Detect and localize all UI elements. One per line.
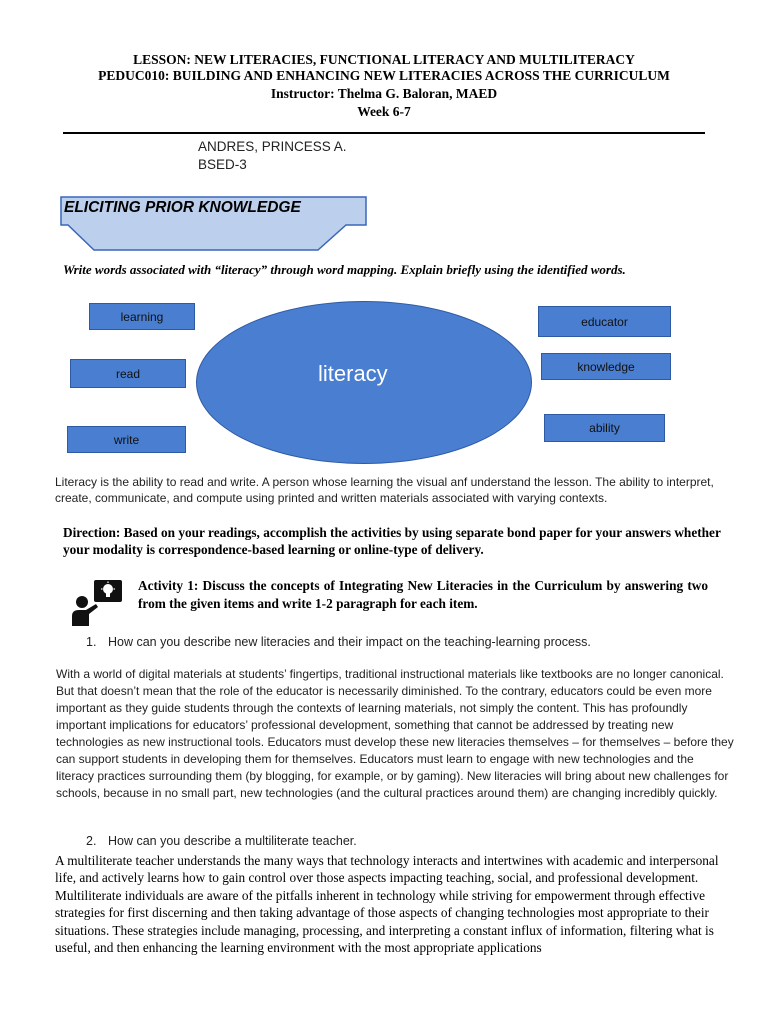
- word-map-instruction: Write words associated with “literacy” through word mapping. Explain briefly using the identified words.: [63, 262, 626, 277]
- student-name: ANDRES, PRINCESS A.: [198, 139, 347, 154]
- word-box-ability: ability: [544, 414, 665, 442]
- question-2: [86, 834, 357, 848]
- question-1-text: How can you describe new literacies and their impact on the teaching-learning process.: [108, 635, 591, 649]
- header-divider: [63, 132, 705, 134]
- literacy-explanation: Literacy is the ability to read and write. A person whose learning the visual anf understand the lesson. The ability to interpret, create, communicate, and compute using printed and written materials associated with varying contexts.: [55, 475, 714, 506]
- question-2-number: 2.: [86, 834, 97, 848]
- word-box-learning: learning: [89, 303, 195, 330]
- teacher-idea-icon: [72, 580, 124, 626]
- course-title: PEDUC010: BUILDING AND ENHANCING NEW LITERACIES ACROSS THE CURRICULUM: [98, 68, 670, 83]
- word-box-read: read: [70, 359, 186, 388]
- activity-1-prompt: Activity 1: Discuss the concepts of Integrating New Literacies in the Curriculum by answering two from the given items and write 1-2 paragraph for each item.: [138, 578, 708, 611]
- direction-text: Direction: Based on your readings, accomplish the activities by using separate bond paper for your answers whether your modality is correspondence-based learning or online-type of delivery.: [63, 525, 721, 557]
- banner-title: ELICITING PRIOR KNOWLEDGE: [64, 199, 301, 216]
- student-section: BSED-3: [198, 157, 247, 172]
- word-box-knowledge: knowledge: [541, 353, 671, 380]
- question-1: [86, 635, 591, 649]
- answer-1: With a world of digital materials at students’ fingertips, traditional instructional materials like textbooks are no longer canonical. But that doesn’t mean that the role of the educator is necessarily diminished. To the contrary, educators could be even more important as they guide students through the contexts of learning materials, not simply the content. This has profoundly important implications for educators’ professional development, something that cannot be addressed by treating new technologies as new instructional tools. Educators must develop these new literacies themselves – for themselves – before they can support students in developing them for themselves. Educators must learn to engage with new technologies and the literacy practices surrounding them (by blogging, for example, or by gaming). New literacies will bring about new challenges for schools, because in no small part, new technologies (and the cultural practices around them) are changing incredibly quickly.: [56, 667, 734, 800]
- question-1-number: 1.: [86, 635, 97, 649]
- word-box-educator: educator: [538, 306, 671, 337]
- week-line: Week 6-7: [357, 104, 411, 119]
- lesson-title: LESSON: NEW LITERACIES, FUNCTIONAL LITERACY AND MULTILITERACY: [133, 52, 635, 67]
- instructor-line: Instructor: Thelma G. Baloran, MAED: [270, 86, 498, 101]
- word-box-write: write: [67, 426, 186, 453]
- center-word: literacy: [318, 361, 388, 386]
- answer-2: A multiliterate teacher understands the many ways that technology interacts and intertwines with academic and interpersonal life, and actively learns how to gain control over those aspects impacting teaching, social, and professional development. Multiliterate individuals are aware of the pitfalls inherent in technology while striving for empowerment through effective strategies for first discerning and then taking advantage of those aspects of changing technologies most appropriate to their situations. These strategies include managing, processing, and interpreting a constant influx of information, filtering what is useful, and then enhancing the learning environment with the most appropriate applications: [55, 853, 719, 956]
- question-2-text: How can you describe a multiliterate teacher.: [108, 834, 357, 848]
